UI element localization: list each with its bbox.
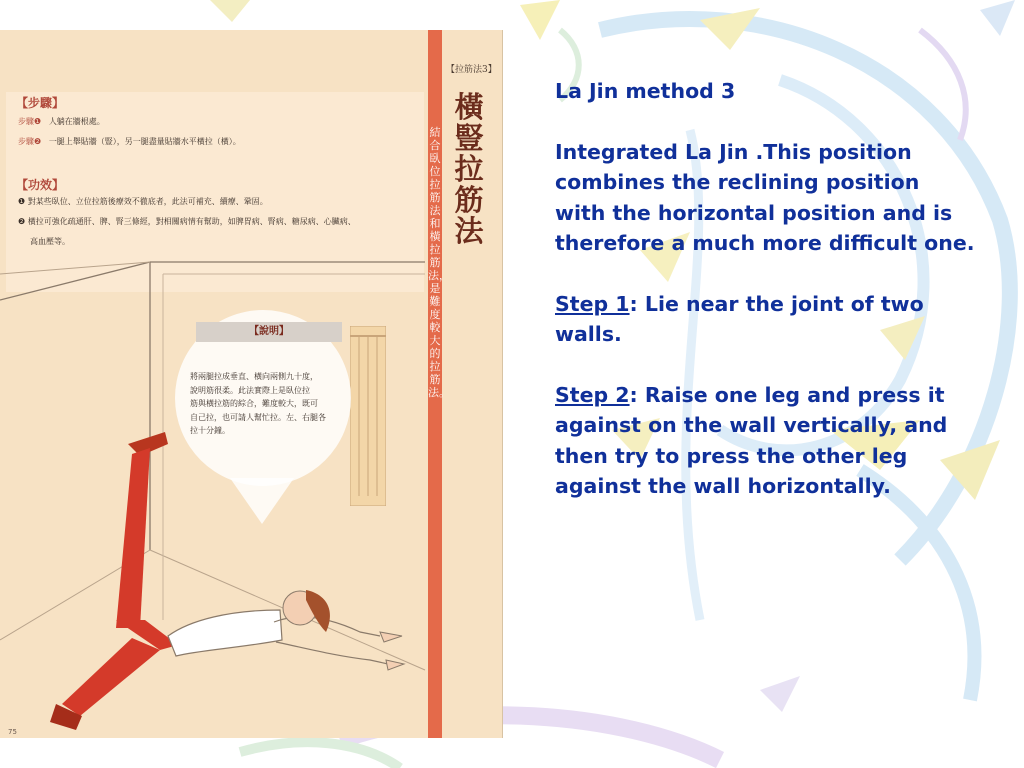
slide-heading: La Jin method 3 (555, 79, 736, 103)
book-step-2-label: 步驟❷ (18, 137, 42, 146)
slide-step-2 (555, 380, 975, 502)
book-effect-1: ❶ 對某些臥位、立位拉筋後療效不徹底者，此法可補充、續療、鞏固。 (18, 197, 268, 206)
woman-stretching-illustration (0, 410, 430, 738)
callout-line: 筋與橫拉筋的綜合，難度較大，既可 (190, 399, 318, 408)
book-vertical-title: 橫豎拉筋法 (454, 90, 484, 248)
book-step-1-text: 人躺在牆根處。 (48, 117, 105, 126)
book-effect-2: ❷ 橫拉可強化疏通肝、脾、腎三條經，對相關病情有幫助，如脾胃病、腎病、糖尿病、心臟病、 (18, 217, 356, 226)
step-2-label: Step 2 (555, 383, 630, 408)
book-effect-2-cont: 高血壓等。 (30, 237, 70, 246)
method-tag: 【拉筋法3】 (446, 65, 497, 75)
callout-line: 自己拉，也可請人幫忙拉。左、右腿各 (190, 412, 326, 422)
book-vertical-subtitle: 結合臥位拉筋法和橫拉筋法，是難度較大的拉筋法。 (428, 126, 450, 399)
step-2-text: : Raise one leg and press it against on the wall vertically, and then try to press the other leg against the wall horizontally. (555, 383, 948, 499)
step-1-text: : Lie near the joint of two walls. (555, 291, 924, 347)
book-step-1-label: 步驟❶ (18, 117, 42, 126)
callout-heading: 【說明】 (196, 322, 342, 342)
slide-step-1 (555, 289, 975, 350)
step-1-label: Step 1 (555, 291, 630, 316)
callout-line: 拉十分鐘。 (190, 426, 230, 435)
slide-text-column (555, 76, 975, 532)
callout-line: 說明筋很柔。此法實際上是臥位拉 (190, 385, 310, 395)
steps-heading: 【步驟】 (16, 96, 65, 110)
page-number: 75 (8, 728, 17, 736)
book-page-image (0, 30, 503, 738)
effects-heading: 【功效】 (16, 178, 65, 192)
book-step-2-text: 一腿上舉貼牆（豎），另一腿盡量貼牆水平橫拉（橫）。 (48, 137, 241, 146)
slide-intro: Integrated La Jin .This position combines the reclining position with the horizontal position and is therefore a much more difficult one. (555, 139, 975, 256)
callout-line: 將兩腿拉成垂直、橫向兩側九十度， (190, 372, 318, 381)
